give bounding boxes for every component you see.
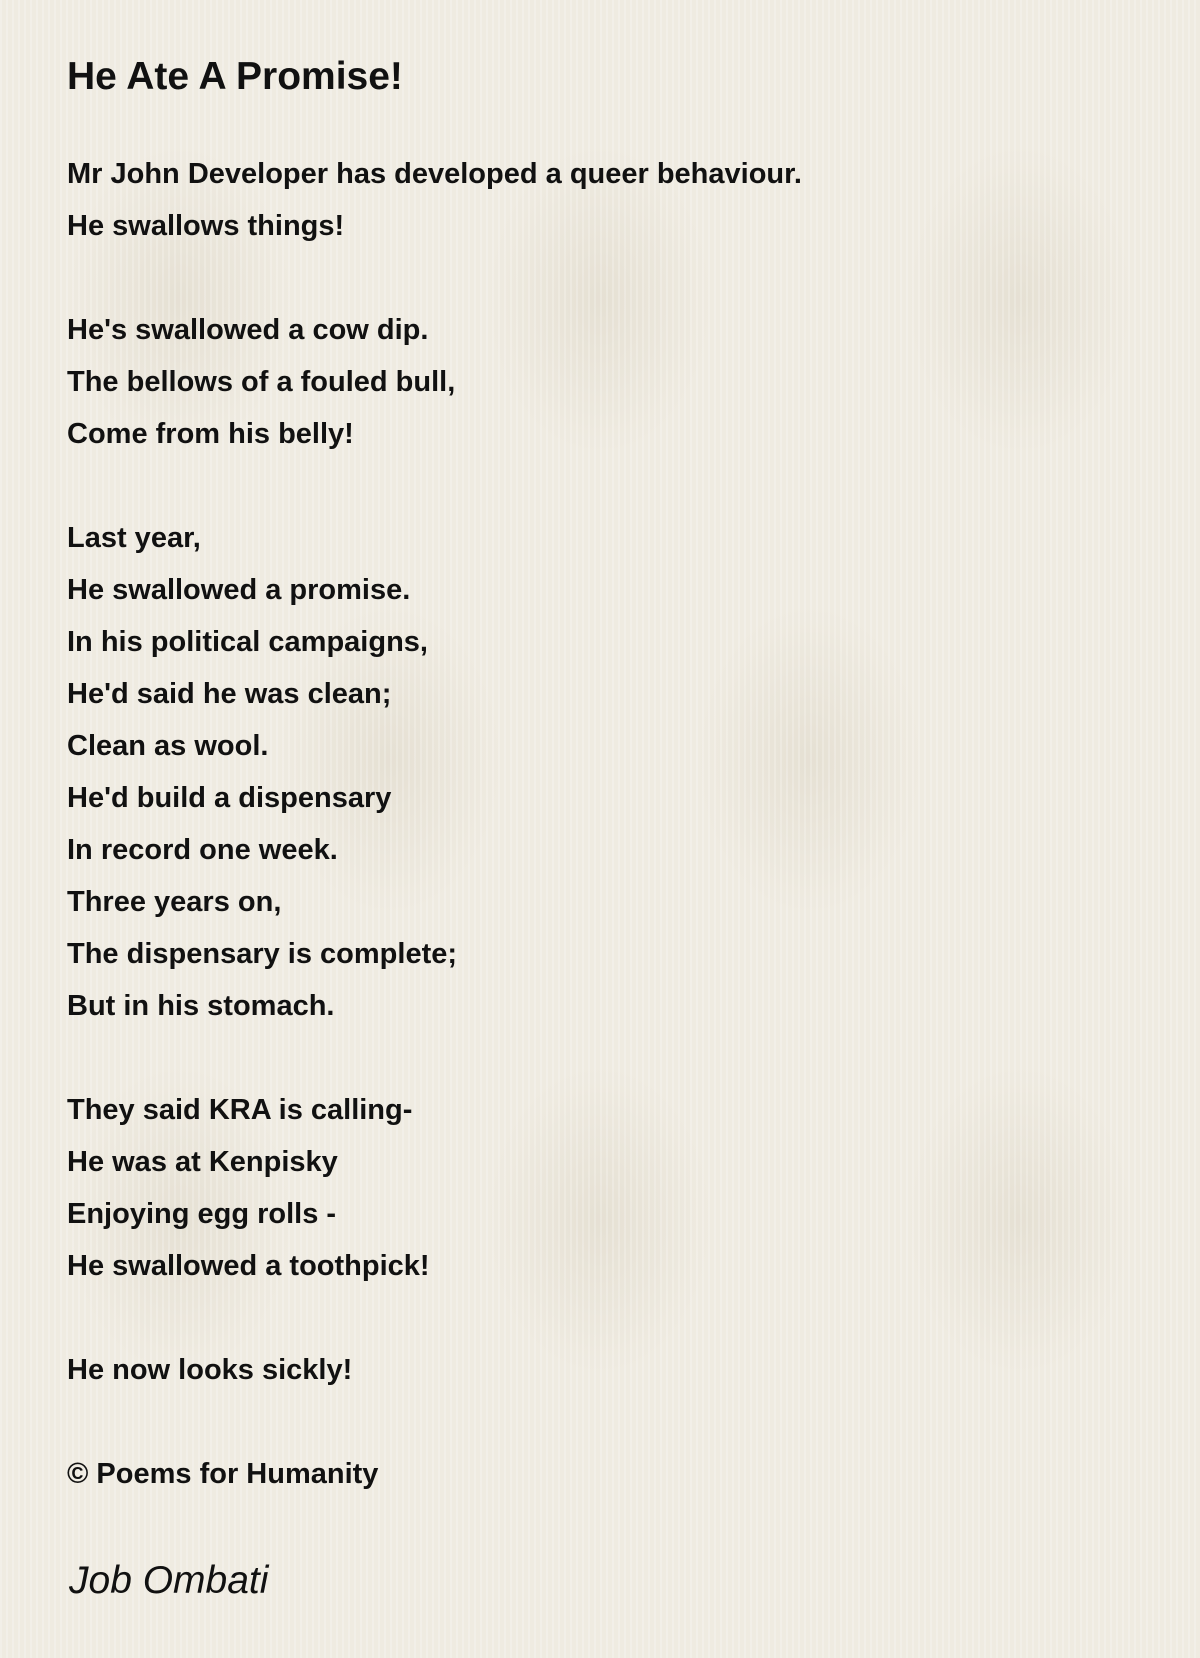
stanza-2: [67, 304, 1147, 460]
poem-line: He swallows things!: [67, 210, 345, 242]
poem-line: Mr John Developer has developed a queer behaviour.: [67, 158, 802, 190]
author-signature: Job Ombati: [69, 1559, 269, 1602]
poem-line: He swallowed a toothpick!: [67, 1250, 430, 1282]
poem-line: Three years on,: [67, 886, 282, 918]
poem-line: He swallowed a promise.: [67, 574, 411, 606]
stanza-5: [67, 1344, 1147, 1396]
poem-line: But in his stomach.: [67, 990, 335, 1022]
poem-line: Last year,: [67, 522, 201, 554]
poem-line: He's swallowed a cow dip.: [67, 314, 429, 346]
poem-line: The dispensary is complete;: [67, 938, 458, 970]
poem-line: Clean as wool.: [67, 730, 269, 762]
poem-line: They said KRA is calling-: [67, 1094, 413, 1126]
copyright-notice: © Poems for Humanity: [67, 1458, 379, 1490]
poem-line: In record one week.: [67, 834, 338, 866]
poem-line: In his political campaigns,: [67, 626, 428, 658]
poem-line: He'd build a dispensary: [67, 782, 392, 814]
poem-line: Come from his belly!: [67, 418, 354, 450]
stanza-4: [67, 1084, 1147, 1292]
poem-body: [67, 148, 1147, 1448]
poem-line: He now looks sickly!: [67, 1354, 353, 1386]
stanza-1: [67, 148, 1147, 252]
poem-line: Enjoying egg rolls -: [67, 1198, 337, 1230]
poem-line: He'd said he was clean;: [67, 678, 392, 710]
stanza-3: [67, 512, 1147, 1032]
poem-line: The bellows of a fouled bull,: [67, 366, 456, 398]
poem-title: He Ate A Promise!: [67, 55, 403, 98]
poem-line: He was at Kenpisky: [67, 1146, 338, 1178]
